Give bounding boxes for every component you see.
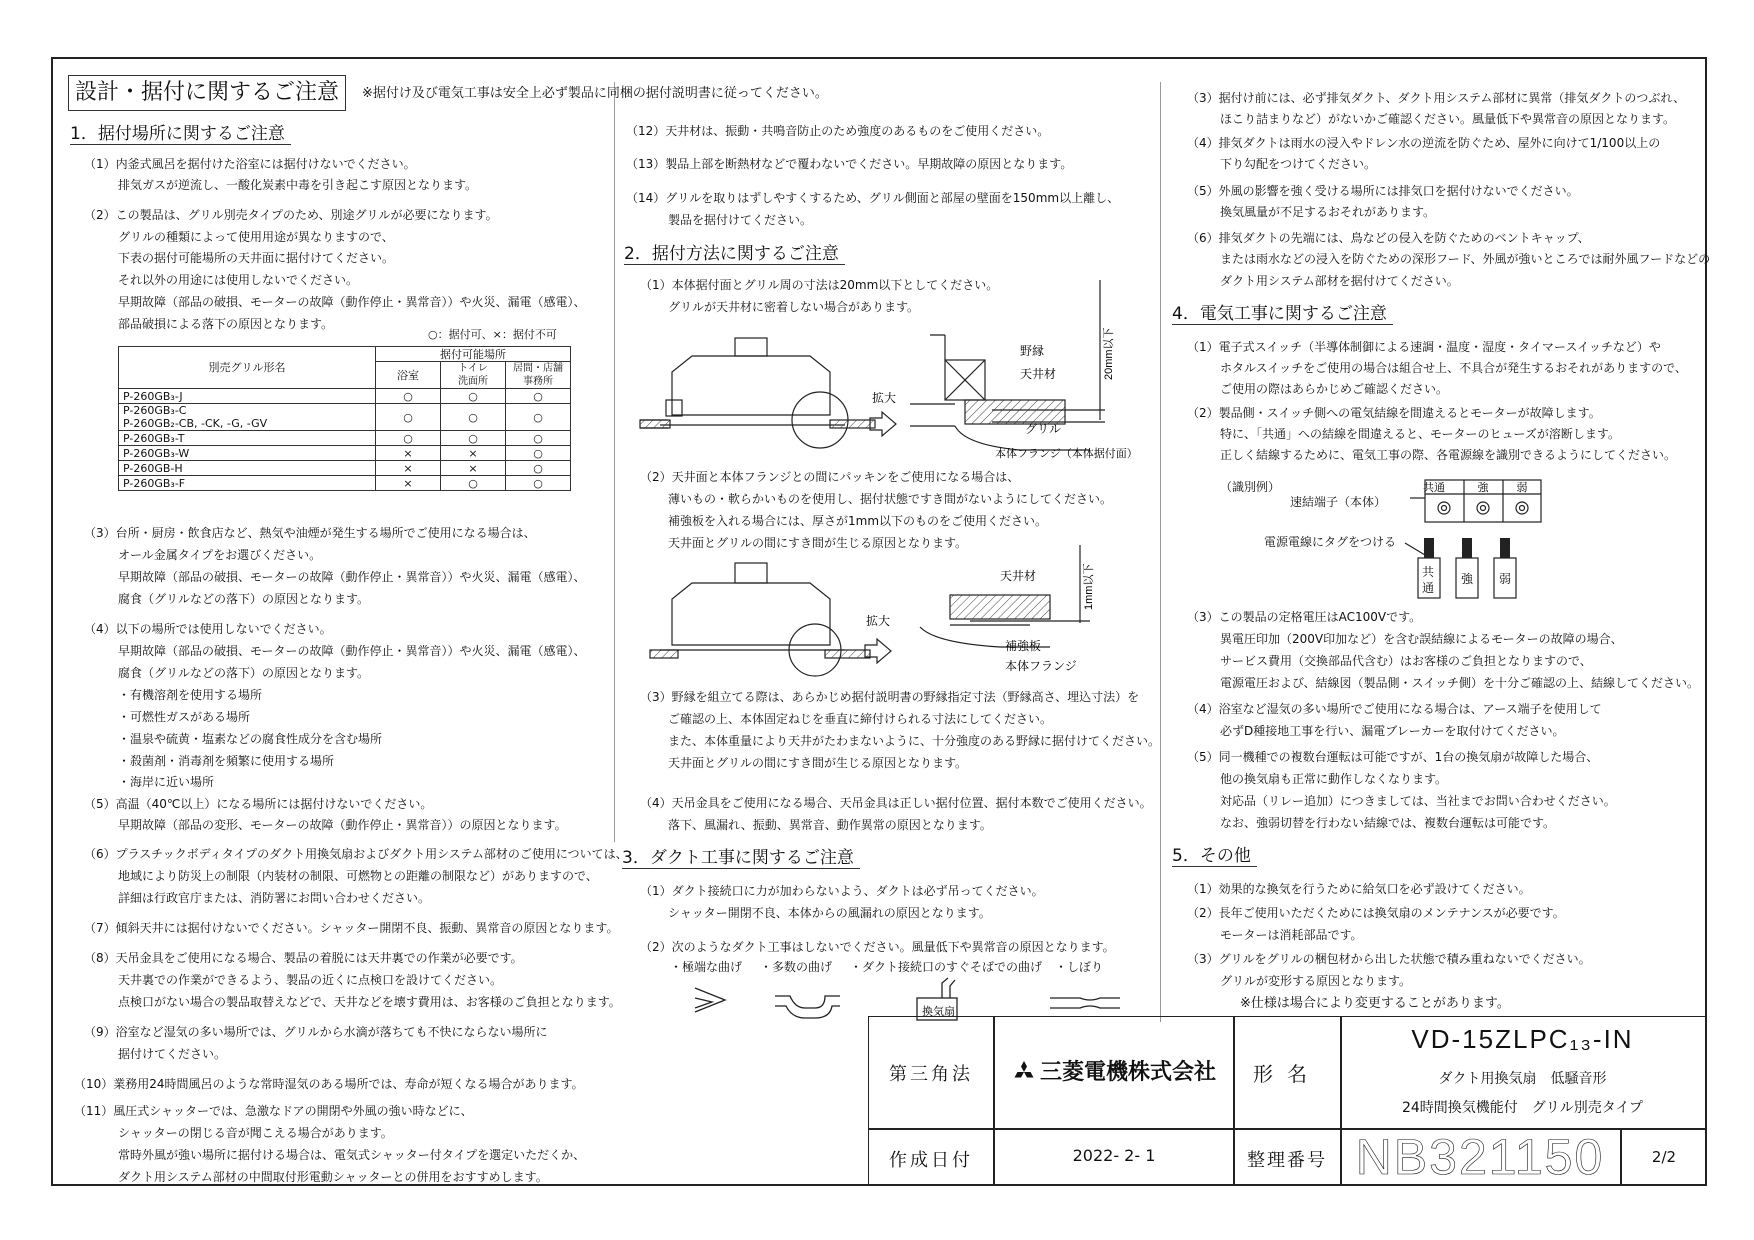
section-1-heading: 1．据付場所に関するご注意	[70, 124, 291, 145]
installation-figure-2	[620, 555, 1160, 680]
header-note: ※据付け及び電気工事は安全上必ず製品に同梱の据付説明書に従ってください。	[362, 86, 828, 101]
installation-figure-1	[620, 300, 1160, 470]
table-row: P-260GB₃-F × ○ ○	[119, 476, 571, 491]
fig2-flange-label: 本体フランジ	[1005, 659, 1077, 673]
s1-item-10: （10）業務用24時間風呂のような常時湿気のある場所では、寿命が短くなる場合があります。	[74, 1077, 584, 1091]
terminal-col-label: 共通	[1423, 482, 1445, 494]
reference-number: NB321150	[1355, 1129, 1605, 1185]
table-header-col: トイレ 洗面所	[441, 362, 506, 389]
reference-label: 整理番号	[1247, 1150, 1327, 1171]
product-description-2: 24時間換気機能付 グリル別売タイプ	[1401, 1100, 1644, 1116]
model-number: VD-15ZLPC₁₃-IN	[1411, 1024, 1634, 1054]
section-4-heading: 4．電気工事に関するご注意	[1172, 304, 1393, 325]
s3-item-2: （2）次のようなダクト工事はしないでください。風量低下や異常音の原因となります。	[640, 940, 1115, 954]
company-logo	[1010, 1058, 1220, 1088]
wire-tag-instruction: 電源電線にタグをつける	[1264, 535, 1397, 549]
s5-item-1: （1）効果的な換気を行うために給気口を必ず設けてください。	[1187, 882, 1531, 896]
bend-type-label: ・極端な曲げ	[670, 960, 743, 974]
table-row: P-260GB₃-W × × ○	[119, 446, 571, 461]
fig1-ceiling-label: 天井材	[1020, 367, 1057, 381]
spec-change-note: ※仕様は場合により変更することがあります。	[1240, 996, 1510, 1011]
fig2-enlarge-label: 拡大	[866, 614, 891, 628]
wiring-example-label: （識別例）	[1220, 480, 1281, 494]
fig1-enlarge-label: 拡大	[872, 391, 897, 405]
bend-type-label: ・多数の曲げ	[760, 960, 833, 974]
document-title: 設計・据付に関するご注意	[68, 75, 346, 111]
fig1-nobuchi-label: 野縁	[1020, 344, 1045, 358]
fig2-dimension-label: 1mm以下	[1083, 563, 1095, 610]
table-row: P-260GB₃-T ○ ○ ○	[119, 431, 571, 446]
product-description-1: ダクト用換気扇 低騒音形	[1438, 1071, 1607, 1087]
s1-item-7: （7）傾斜天井には据付けないでください。シャッター開閉不良、振動、異常音の原因となります。	[84, 921, 619, 935]
fig1-grill-label: グリル	[1025, 422, 1062, 436]
column-divider-1	[614, 82, 615, 842]
section-3-heading: 3．ダクト工事に関するご注意	[622, 848, 860, 869]
model-label: 形名	[1253, 1062, 1321, 1086]
s1-item-12: （12）天井材は、振動・共鳴音防止のため強度のあるものをご使用ください。	[626, 124, 1050, 138]
wire-tag-label: 強	[1460, 572, 1474, 586]
fig1-flange-label: 本体フランジ（本体据付面）	[995, 448, 1138, 460]
fig1-dimension-label: 20mm以下	[1103, 327, 1115, 380]
terminal-label: 速結端子（本体）	[1290, 495, 1387, 509]
column-divider-2	[1160, 82, 1161, 1022]
wire-tag-label: 共 通	[1422, 565, 1435, 595]
table-header-col: 浴室	[376, 362, 441, 389]
fig2-ceiling-label: 天井材	[1000, 569, 1037, 583]
table-row: P-260GB₃-C P-260GB₂-CB, -CK, -G, -GV ○ ○ ○	[119, 404, 571, 431]
date-label: 作成日付	[889, 1150, 973, 1171]
table-row: P-260GB₃-J ○ ○ ○	[119, 389, 571, 404]
fan-label: 換気扇	[922, 1006, 955, 1018]
fig2-reinforcement-label: 補強板	[1005, 639, 1042, 653]
table-row: P-260GB-H × × ○	[119, 461, 571, 476]
projection-method: 第三角法	[889, 1064, 973, 1085]
table-legend: ○：据付可、×：据付不可	[428, 328, 557, 341]
company-name: 三菱電機株式会社	[1040, 1060, 1217, 1085]
terminal-col-label: 弱	[1516, 482, 1528, 494]
page-number: 2/2	[1651, 1148, 1677, 1166]
mitsubishi-logo-icon	[1010, 1061, 1038, 1085]
grille-compatibility-table	[118, 346, 571, 491]
s1-item-13: （13）製品上部を断熱材などで覆わないでください。早期故障の原因となります。	[626, 157, 1073, 171]
table-header-col: 居間・店舗 事務所	[506, 362, 571, 389]
table-header-name: 別売グリル形名	[119, 347, 376, 389]
bend-type-label: ・しぼり	[1055, 960, 1104, 974]
creation-date: 2022- 2- 1	[1072, 1146, 1156, 1165]
terminal-col-label: 強	[1477, 482, 1489, 494]
section-5-heading: 5．その他	[1172, 846, 1257, 867]
bend-type-label: ・ダクト接続口のすぐそばでの曲げ	[850, 960, 1043, 974]
table-header-group: 据付可能場所	[376, 347, 571, 362]
wire-tag-label: 弱	[1498, 572, 1512, 586]
section-2-heading: 2．据付方法に関するご注意	[624, 244, 845, 265]
